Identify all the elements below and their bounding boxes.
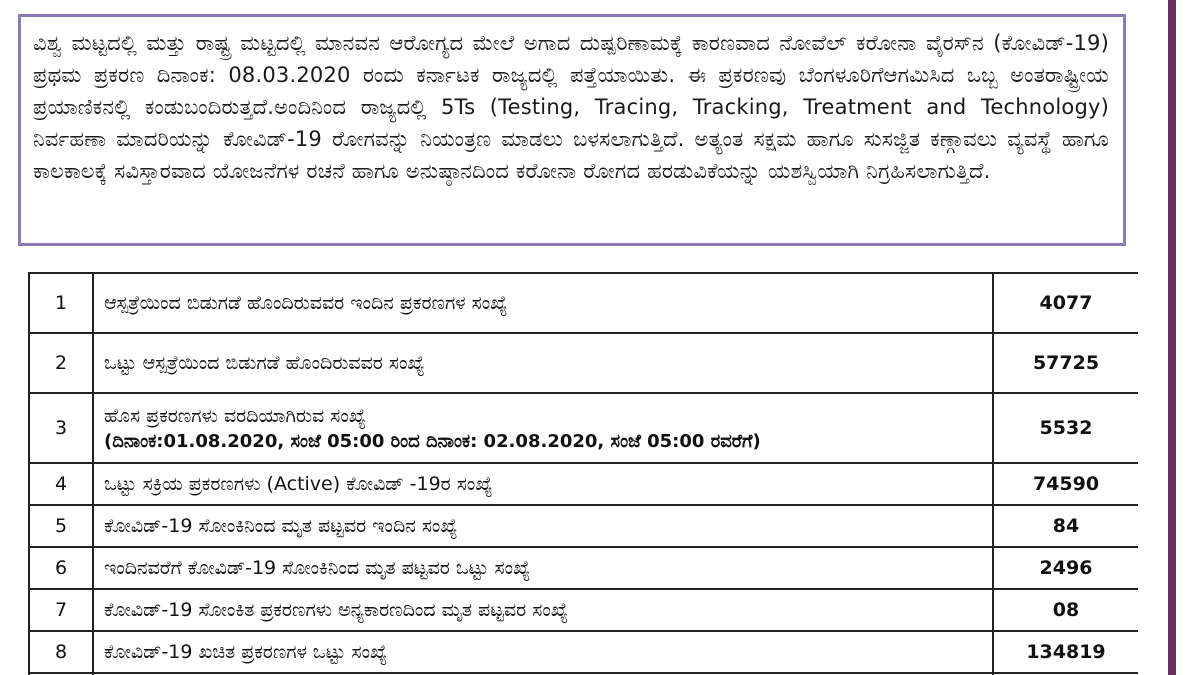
row-number: 3 bbox=[29, 393, 93, 463]
row-value: 2496 bbox=[993, 547, 1138, 589]
row-number: 4 bbox=[29, 463, 93, 505]
table-row bbox=[29, 273, 1138, 333]
row-description-cell bbox=[93, 393, 993, 463]
covid-stats-table bbox=[28, 272, 1138, 675]
row-number: 2 bbox=[29, 333, 93, 393]
intro-box bbox=[18, 14, 1126, 246]
table-row bbox=[29, 393, 1138, 463]
row-number: 7 bbox=[29, 589, 93, 631]
row-value: 84 bbox=[993, 505, 1138, 547]
row-description: ಕೋವಿಡ್-19 ಖಚಿತ ಪ್ರಕರಣಗಳ ಒಟ್ಟು ಸಂಖ್ಯೆ bbox=[93, 631, 993, 673]
row-value: 08 bbox=[993, 589, 1138, 631]
stats-table-wrapper bbox=[28, 272, 1138, 675]
table-row bbox=[29, 505, 1138, 547]
row-description: ಕೋವಿಡ್-19 ಸೋಂಕಿತ ಪ್ರಕರಣಗಳು ಅನ್ಯಕಾರಣದಿಂದ ಮೃತ ಪಟ್ಟವರ ಸಂಖ್ಯೆ bbox=[93, 589, 993, 631]
row-description: ಇಂದಿನವರೆಗೆ ಕೋವಿಡ್-19 ಸೋಂಕಿನಿಂದ ಮೃತ ಪಟ್ಟವರ ಒಟ್ಟು ಸಂಖ್ಯೆ bbox=[93, 547, 993, 589]
row-value: 4077 bbox=[993, 273, 1138, 333]
row-value: 57725 bbox=[993, 333, 1138, 393]
row-description: ಕೋವಿಡ್-19 ಸೋಂಕಿನಿಂದ ಮೃತ ಪಟ್ಟವರ ಇಂದಿನ ಸಂಖ್ಯೆ bbox=[93, 505, 993, 547]
row-description: ಆಸ್ಪತ್ರೆಯಿಂದ ಬಿಡುಗಡೆ ಹೊಂದಿರುವವರ ಇಂದಿನ ಪ್ರಕರಣಗಳ ಸಂಖ್ಯೆ bbox=[93, 273, 993, 333]
row-number: 8 bbox=[29, 631, 93, 673]
row-number: 5 bbox=[29, 505, 93, 547]
row-description: ಹೊಸ ಪ್ರಕರಣಗಳು ವರದಿಯಾಗಿರುವ ಸಂಖ್ಯೆ bbox=[104, 404, 366, 427]
intro-paragraph: ವಿಶ್ವ ಮಟ್ಟದಲ್ಲಿ ಮತ್ತು ರಾಷ್ಟ್ರ ಮಟ್ಟದಲ್ಲಿ ಮಾನವನ ಆರೋಗ್ಯದ ಮೇಲೆ ಅಗಾದ ದುಷ್ಪರಿಣಾಮಕ್ಕೆ ಕಾರಣವಾದ ನೋವೆಲ್ ಕರೋನಾ ವೈರಸ್‌ನ (ಕೋವಿಡ್-19) ಪ್ರಥಮ ಪ್ರಕರಣ ದಿನಾಂಕ: 08.03.2020 ರಂದು ಕರ್ನಾಟಕ ರಾಜ್ಯದಲ್ಲಿ ಪತ್ತೆಯಾಯಿತು. ಈ ಪ್ರಕರಣವು ಬೆಂಗಳೂರಿಗೆಆಗಮಿಸಿದ ಒಬ್ಬ ಅಂತರಾಷ್ಟ್ರೀಯ ಪ್ರಯಾಣಿಕನಲ್ಲಿ ಕಂಡುಬಂದಿರುತ್ತದೆ.ಅಂದಿನಿಂದ ರಾಜ್ಯದಲ್ಲಿ 5Ts (Testing, Tracing, Tracking, Treatment and Technology) ನಿರ್ವಹಣಾ ಮಾದರಿಯನ್ನು ಕೋವಿಡ್-19 ರೋಗವನ್ನು ನಿಯಂತ್ರಣ ಮಾಡಲು ಬಳಸಲಾಗುತ್ತಿದೆ. ಅತ್ಯಂತ ಸಕ್ಷಮ ಹಾಗೂ ಸುಸಜ್ಜಿತ ಕಣ್ಗಾವಲು ವ್ಯವಸ್ಥೆ ಹಾಗೂ ಕಾಲಕಾಲಕ್ಕೆ ಸವಿಸ್ತಾರವಾದ ಯೋಜನೆಗಳ ರಚನೆ ಹಾಗೂ ಅನುಷ್ಠಾನದಿಂದ ಕರೋನಾ ರೋಗದ ಹರಡುವಿಕೆಯನ್ನು ಯಶಸ್ವಿಯಾಗಿ ನಿಗ್ರಹಿಸಲಾಗುತ್ತಿದೆ. bbox=[33, 31, 1109, 183]
table-row bbox=[29, 333, 1138, 393]
row-date-range: (ದಿನಾಂಕ:01.08.2020, ಸಂಜೆ 05:00 ರಿಂದ ದಿನಾಂಕ: 02.08.2020, ಸಂಜೆ 05:00 ರವರೆಗೆ) bbox=[104, 430, 761, 452]
table-row bbox=[29, 589, 1138, 631]
row-description: ಒಟ್ಟು ಸಕ್ರಿಯ ಪ್ರಕರಣಗಳು (Active) ಕೋವಿಡ್ -19ರ ಸಂಖ್ಯೆ bbox=[93, 463, 993, 505]
row-description: ಒಟ್ಟು ಆಸ್ಪತ್ರೆಯಿಂದ ಬಿಡುಗಡೆ ಹೊಂದಿರುವವರ ಸಂಖ್ಯೆ bbox=[93, 333, 993, 393]
table-row bbox=[29, 631, 1138, 673]
row-value: 5532 bbox=[993, 393, 1138, 463]
row-value: 74590 bbox=[993, 463, 1138, 505]
table-row bbox=[29, 463, 1138, 505]
row-value: 134819 bbox=[993, 631, 1138, 673]
row-number: 6 bbox=[29, 547, 93, 589]
table-row bbox=[29, 547, 1138, 589]
right-border-rule bbox=[1168, 0, 1176, 675]
row-number: 1 bbox=[29, 273, 93, 333]
